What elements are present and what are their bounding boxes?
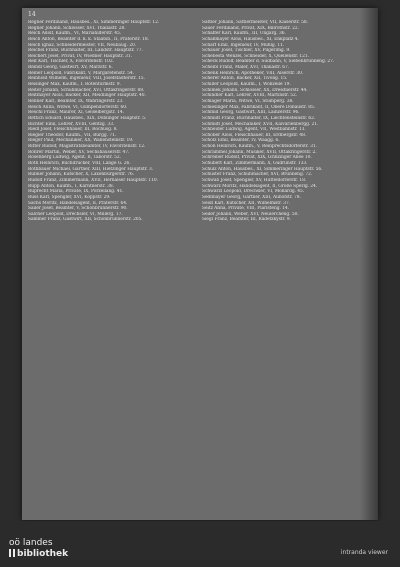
directory-entry: Scheibl Franz, Maler, XVI, Thaliastr. 67. [202,65,290,71]
directory-entry: Schmidt Josef, Mechaniker, XVII, Kalvarienbergg. 21. [202,121,319,127]
directory-entry: Seiler Johann, Weber, XVI, Neulercheng. 50. [202,211,299,217]
directory-entry: Reich Ignaz, Schneidermeister, VII, Neubaug. 20. [28,42,137,48]
directory-entry: Schön Heinrich, Kaufm., V, Reinprechtsdorferstr. 31. [202,144,317,150]
directory-entry: Rubner Johann, Kutscher, X, Laxenburgerstr. 76. [28,172,135,178]
directory-entry: Richter Emil, Lehrer, XVIII, Gentzg. 33. [28,121,115,127]
directory-entry: Schimek Johann, Schlosser, XX, Dresdnerstr. 44. [202,87,308,93]
directory-entry: Riegler Theodor, Kaufm., VII, Burgg. 71. [28,132,117,138]
footer-bar [0,521,400,567]
directory-entry: Rohrer Martin, Weber, XV, Sechshauserstr. 47. [28,149,130,155]
directory-entry: Reschl Franz, Maurer, XI, Geiselbergstr. 14. [28,110,124,116]
directory-entry: Rothbauer Michael, Gärtner, XIII, Hietzinger Hauptstr. 3. [28,166,154,172]
directory-entry: Rettich Eduard, Hausbes., XIX, Döblinger Hauptstr. 5. [28,115,147,121]
directory-entry: Ritter Rudolf, Magistratsbeamter, IV, Favoritenstr. 12. [28,144,146,150]
directory-entry: Schlager Maria, Witwe, VI, Stumperg. 38. [202,98,294,104]
directory-entry: Schwarz Moritz, Handelsagent, II, Große Sperlg. 24. [202,183,318,189]
directory-entry: Reisinger Max, Kaufm., I, Rotenturmstr. 9. [28,82,121,88]
directory-entry: Reinhold Wilhelm, Ingenieur, VIII, Josefstädterstr. 15. [28,76,145,82]
directory-entry: Reif Karl, Tischler, X, Favoritenstr. 102. [28,59,115,65]
logo-mark-icon [9,549,15,557]
directory-entry: Sauer Ferdinand, Privat, XIX, Billrothstr. 22. [202,25,299,31]
viewer-label: intranda viewer [340,549,388,556]
directory-entry: Schwarzl Leopold, Drechsler, VI, Mollardg. 45. [202,189,305,195]
directory-entry: Schauer Josef, Tischler, XV, Pilgerimg. 9. [202,48,291,54]
directory-entry: Riedl Josef, Fleischhauer, III, Rochusg. 8. [28,127,118,133]
directory-entry: Salcher Leopold, Drechsler, VI, Millerg. 17. [28,211,123,217]
directory-entry: Sachs Moritz, Handelsagent, II, Praterstr. 64. [28,200,128,206]
directory-entry: Schulz Anton, Hausbes., XI, Simmeringer Hauptstr. 56. [202,166,323,172]
directory-entry: Siegl Franz, Beamter, III, Radetzkystr. 9. [202,217,291,223]
directory-entry: Rosenberg Ludwig, Agent, II, Taborstr. 52. [28,155,121,161]
directory-entry: Schenk Heinrich, Apotheker, VIII, Alserstr. 30. [202,70,304,76]
directory-entry: Schuster Franz, Schuhmacher, XVI, Brunneng. 72. [202,172,313,178]
directory-entry: Rieger Paul, Mechaniker, XX, Wallensteinstr. 19. [28,138,134,144]
directory-entry: Schindler Karl, Lehrer, XVIII, Martinstr. 52. [202,93,298,99]
directory-entry: Resch Anna, Witwe, VI, Gumpendorferstr. 60. [28,104,128,110]
directory-entry: Russ Karl, Spengler, XVI, Koppstr. 29. [28,194,111,200]
directory-entry: Schreiber Rudolf, Privat, XIX, Grinzinger Allee 10. [202,155,312,161]
directory-entry: Sammer Franz, Gastwirt, XII, Schönbrunnerstr. 205. [28,217,143,223]
directory-entry: Rudolf Franz, Zimmermann, XVII, Hernalser Hauptstr. 110. [28,177,158,183]
directory-entry: Reitmayer Alois, Bäcker, XII, Meidlinger Hauptstr. 40. [28,93,146,99]
directory-entry: Reiter Johann, Schuhmacher, XVI, Ottakringerstr. 88. [28,87,145,93]
directory-entry: Reindl Georg, Gastwirt, XV, Märzstr. 6. [28,65,113,71]
directory-entry: Schiller Leopold, Kaufm., I, Wollzeile 19. [202,82,291,88]
directory-entry: Schwab Josef, Spengler, XV, Hütteldorferstr. 18. [202,177,307,183]
directory-entry: Schallmayer Alois, Hausbes., XI, Enkplatz 4. [202,36,299,42]
directory-entry: Regner Johann, Schlosser, XVI, Thaliastr. 28. [28,25,126,31]
directory-entry: Schmid Georg, Gastwirt, XIII, Lainzerstr. 96. [202,110,300,116]
directory-entry: Roth Heinrich, Buchdrucker, VIII, Lange G. 26. [28,161,131,167]
directory-entry: Rupp Anton, Kaufm., I, Kärntnerstr. 38. [28,183,114,189]
right-column [202,20,368,516]
directory-entry: Schebesta Wenzel, Schneider, X, Quellenstr. 121. [202,53,309,59]
directory-entry: Scholz Emil, Beamter, IV, Waagg. 6. [202,138,280,144]
directory-entry: Sailer Josef, Beamter, V, Schönbrunnerstr. 90. [28,206,128,212]
logo-line-1: oö landes [9,538,53,548]
directory-entry: Schmidt Franz, Buchhalter, IX, Liechtensteinstr. 62. [202,115,316,121]
directory-entry: Reich Anton, Beamter d. k. k. Staatsb., II, Praterstr. 18. [28,36,149,42]
page-columns [28,20,368,516]
directory-entry: Sedlmayer Georg, Gärtner, XIII, Auhofstr. 78. [202,194,301,200]
directory-entry: Ruprecht Maria, Private, IX, Porzellang. 41. [28,189,124,195]
page-number: 14 [28,11,36,18]
directory-entry: Schlesinger Max, Fabrikant, II, Obere Donaustr. 85. [202,104,316,110]
directory-entry: Seidl Karl, Kutscher, XII, Wilhelmstr. 37. [202,200,291,206]
directory-entry: Schaffer Karl, Kaufm., III, Ungarg. 36. [202,31,286,37]
logo-line-2-text: bibliothek [17,549,69,559]
scanned-page [22,8,378,520]
directory-entry: Sattler Johann, Sattlermeister, VII, Kaiserstr. 58. [202,20,308,25]
directory-entry: Renner Karl, Beamter, IX, Währingerstr. 23. [28,98,124,104]
directory-entry: Seitz Anna, Private, VIII, Piaristeng. 14. [202,206,290,212]
directory-entry: Reichert Josef, Privat, IV, Wiedner Hauptstr. 31. [28,53,132,59]
directory-entry: Scheck Rudolf, Beamter d. Südbahn, V, Siebenbrunneng. 27. [202,59,335,65]
directory-entry: Schrammel Johann, Musiker, XVII, Ottakringerstr. 2. [202,149,317,155]
directory-entry: Reich Adolf, Kaufm., VI, Mariahilferstr. 45. [28,31,122,37]
logo-line-2 [9,549,68,559]
directory-entry: Reichel Franz, Buchhalter, III, Landstr. Hauptstr. 77. [28,48,143,54]
directory-entry: Schober Alois, Fleischhauer, III, Erdbergstr. 48. [202,132,307,138]
left-column [28,20,194,516]
directory-entry: Scherer Anton, Bäcker, XII, Tivolig. 15. [202,76,288,82]
directory-entry: Schneider Ludwig, Agent, VII, Westbahnstr. 13. [202,127,306,133]
directory-entry: Regner Ferdinand, Hausbes., XI, Simmeringer Hauptstr. 12. [28,20,160,25]
directory-entry: Reiner Leopold, Fabrikant, V, Margaretenstr. 54. [28,70,134,76]
directory-entry: Schubert Karl, Zimmermann, X, Gudrunstr. 133. [202,161,308,167]
directory-entry: Scharf Emil, Ingenieur, IV, Mühlg. 11. [202,42,285,48]
